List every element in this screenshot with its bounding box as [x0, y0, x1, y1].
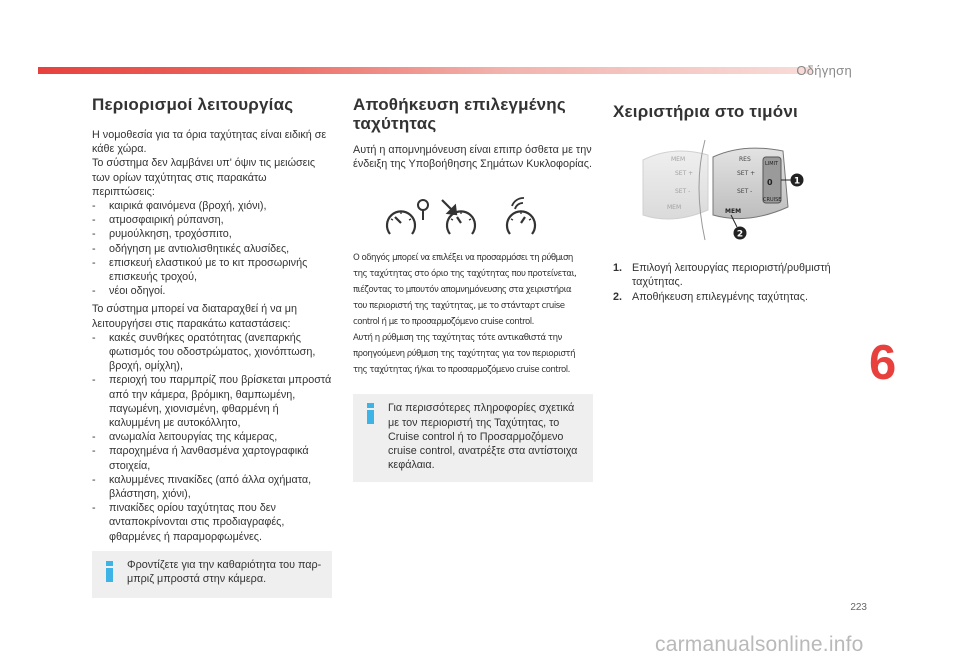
watermark-text: carmanualsonline.info — [655, 633, 864, 656]
set-minus-label: SET - — [737, 188, 753, 195]
detail-line: control ή με το προσαρμοζόμενο cruise control. — [353, 317, 534, 328]
intro-paragraph-2: Το σύστημα δεν λαμβάνει υπ' όψιν τις μειώσεις των ορίων ταχύτητας στις παρακάτω περιπτώσεις: — [92, 157, 316, 198]
res-label: RES — [739, 156, 751, 163]
list-item — [613, 261, 845, 289]
detail-line: του περιοριστή της ταχύτητας, με το στάνταρτ cruise — [353, 301, 565, 312]
list-item: - καλυμμένες πινακίδες (από άλλα οχήματα, βλάστηση, χιόνι), — [92, 473, 332, 501]
list-item — [613, 290, 845, 304]
controls-legend — [613, 261, 845, 305]
stalk-illustration-left — [643, 151, 708, 219]
detail-line: Αυτή η ρύθμιση της ταχύτητας τότε αντικαθιστά την — [353, 333, 562, 344]
detail-line: προηγούμενη ρύθμιση της ταχύτητας για τον περιοριστή — [353, 349, 576, 360]
item-text: Αποθήκευση επιλεγμένης ταχύτητας. — [632, 291, 808, 304]
chapter-number: 6 — [869, 336, 897, 390]
related-chapters-note-text: Για περισσότερες πληροφορίες σχετικά με τον περιοριστή της Ταχύτητας, το Cruise control ή το Προσαρμοζόμενο cruise control, ανατρέξτε στα αντίστοιχα κεφάλαια. — [388, 402, 578, 472]
intro-paragraph-1: Η νομοθεσία για τα όρια ταχύτητας είναι ειδική σε κάθε χώρα. — [92, 129, 327, 156]
detail-line: πιέζοντας το μπουτόν απομνημόνευσης στα χειριστήρια — [353, 285, 572, 296]
item-number: 1. — [613, 262, 623, 274]
camera-note-box — [92, 551, 332, 598]
memorisation-intro: Αυτή η απομνημόνευση είναι επιπρ όσθετα με την ένδειξη της Υποβοήθησης Σημάτων Κυκλοφορίας. — [353, 144, 592, 171]
header-accent-bar — [38, 67, 813, 74]
arrow-down-right-icon — [442, 200, 456, 214]
camera-note-text: Φροντίζετε για την καθαριότητα του παρ-μπριζ μπροστά στην κάμερα. — [127, 558, 322, 586]
malfunction-intro: Το σύστημα μπορεί να διαταραχθεί ή να μη λειτουργήσει στις παρακάτω καταστάσεις: — [92, 303, 298, 330]
list-item: - κακές συνθήκες ορατότητας (ανεπαρκής φωτισμός του οδοστρώματος, χιονόπτωση, βροχή, ομίχλη), — [92, 331, 332, 374]
speedometer-memorised-icon — [507, 212, 535, 235]
malfunction-list — [92, 331, 332, 544]
item-number: 2. — [613, 291, 623, 304]
list-item: - ατμοσφαιρική ρύπανση, — [92, 213, 332, 227]
list-item: - παροχημένα ή λανθασμένα χαρτογραφικά στοιχεία, — [92, 444, 332, 472]
info-icon — [103, 561, 117, 582]
limitations-heading: Περιορισμοί λειτουργίας — [92, 95, 294, 114]
related-chapters-note-box — [353, 394, 593, 482]
callout-2-label: 2 — [736, 229, 744, 240]
list-item: - καιρικά φαινόμενα (βροχή, χιόνι), — [92, 199, 332, 213]
callout-1-label: 1 — [793, 176, 801, 187]
info-icon — [364, 403, 378, 424]
limitations-list — [92, 199, 332, 298]
detail-line: της ταχύτητας στο όριο της ταχύτητας που προτείνεται, — [353, 269, 577, 280]
detail-line: Ο οδηγός μπορεί να επιλέξει να προσαρμόσει τη ρύθμιση — [353, 253, 573, 264]
steering-wheel-stalk-diagram — [613, 135, 845, 243]
list-item: - επισκευή ελαστικού με το κιτ προσωρινής επισκευής τροχού, — [92, 256, 332, 284]
memorisation-heading: Αποθήκευση επιλεγμένης ταχύτητας — [353, 95, 566, 133]
item-text: Επιλογή λειτουργίας περιοριστή/ρυθμιστή ταχύτητας. — [632, 262, 831, 289]
set-plus-label: SET + — [675, 170, 694, 177]
column-memorisation — [353, 95, 593, 482]
speed-memorisation-icons — [353, 193, 593, 241]
column-steering-controls — [613, 95, 845, 305]
memorisation-detail — [353, 250, 593, 378]
signal-arcs-icon — [512, 198, 524, 209]
list-item: - νέοι οδηγοί. — [92, 284, 332, 298]
list-item: - οδήγηση με αντιολισθητικές αλυσίδες, — [92, 242, 332, 256]
list-item: - πινακίδες ορίου ταχύτητας που δεν ανταποκρίνονται στις προδιαγραφές, φθαρμένες ή παραμορφωμένες. — [92, 501, 332, 544]
column-limitations — [92, 95, 332, 598]
set-plus-label: SET + — [737, 170, 756, 177]
section-title: Οδήγηση — [796, 63, 852, 78]
speedometer-set-icon — [447, 212, 475, 235]
location-pin-icon — [418, 200, 428, 220]
speedometer-icon — [387, 212, 415, 235]
mem-label: MEM — [725, 208, 742, 215]
steering-controls-heading: Χειριστήρια στο τιμόνι — [613, 102, 798, 121]
zero-label: 0 — [767, 178, 773, 187]
mem-label: MEM — [667, 204, 682, 211]
list-item: - περιοχή του παρμπρίζ που βρίσκεται μπροστά από την κάμερα, βρόμικη, θαμπωμένη, παγωμένη, χιονισμένη, φθαρμένη ή καλυμμένη με αυτοκόλλητο, — [92, 373, 332, 430]
cruise-label: CRUISE — [763, 197, 782, 203]
lim-label: LIMIT — [765, 161, 779, 167]
set-minus-label: SET - — [675, 188, 691, 195]
list-item: - ανωμαλία λειτουργίας της κάμερας, — [92, 430, 332, 444]
mem-label: MEM — [671, 156, 686, 163]
detail-line: της ταχύτητας ή/και το προσαρμοζόμενο cruise control. — [353, 365, 570, 376]
page-number: 223 — [850, 602, 867, 613]
list-item: - ρυμούλκηση, τροχόσπιτο, — [92, 227, 332, 241]
stalk-illustration-main — [713, 148, 788, 218]
